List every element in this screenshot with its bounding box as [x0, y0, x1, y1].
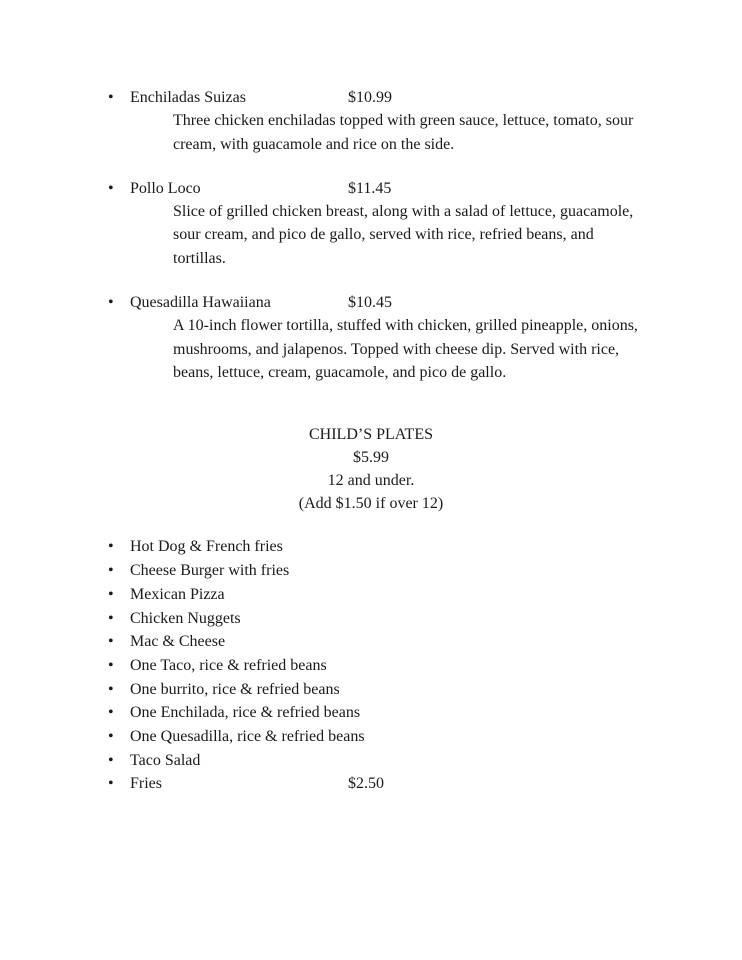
bullet-icon: • — [108, 585, 114, 603]
child-item — [0, 630, 742, 654]
bullet-icon: • — [108, 179, 114, 197]
child-item-name: Fries — [130, 775, 162, 793]
menu-item — [0, 177, 742, 270]
child-item-price: $2.50 — [348, 775, 384, 793]
bullet-icon: • — [108, 633, 114, 651]
section-age-note: 12 and under. — [327, 471, 415, 489]
menu-item-name: Pollo Loco — [130, 179, 201, 197]
child-item — [0, 701, 742, 725]
child-item-name: Taco Salad — [130, 751, 201, 769]
bullet-icon: • — [108, 728, 114, 746]
bullet-icon: • — [108, 704, 114, 722]
bullet-icon: • — [108, 656, 114, 674]
child-item — [0, 559, 742, 583]
childs-plates-header — [0, 424, 742, 515]
section-surcharge-note: (Add $1.50 if over 12) — [298, 494, 444, 512]
menu-item-head — [0, 177, 742, 200]
child-item-name: One Enchilada, rice & refried beans — [130, 704, 361, 722]
entree-list — [0, 86, 742, 384]
child-item — [0, 678, 742, 702]
bullet-icon: • — [108, 89, 114, 106]
childs-plates-list — [0, 535, 742, 796]
child-item-name: Mexican Pizza — [130, 585, 225, 603]
bullet-icon: • — [108, 680, 114, 698]
child-item-name: Hot Dog & French fries — [130, 538, 283, 556]
menu-item-description: A 10-inch flower tortilla, stuffed with chicken, grilled pineapple, onions, mushrooms, and jalapenos. Topped with cheese dip. Served with rice, beans, lettuce, cream, guacamole, and pico de gallo. — [173, 317, 638, 381]
bullet-icon: • — [108, 294, 114, 312]
section-title: CHILD’S PLATES — [308, 426, 433, 444]
child-item — [0, 725, 742, 749]
menu-item-name: Quesadilla Hawaiiana — [130, 294, 271, 312]
menu-item-price: $10.99 — [348, 89, 392, 106]
section-price: $5.99 — [353, 449, 389, 467]
menu-item — [0, 291, 742, 384]
menu-item — [0, 86, 742, 156]
bullet-icon: • — [108, 775, 114, 793]
child-item — [0, 772, 742, 796]
bullet-icon: • — [108, 751, 114, 769]
child-item-name: One Taco, rice & refried beans — [130, 656, 327, 674]
menu-item-head — [0, 86, 742, 109]
child-item-name: Cheese Burger with fries — [130, 562, 290, 580]
child-item-name: One burrito, rice & refried beans — [130, 680, 340, 698]
child-item-name: Chicken Nuggets — [130, 609, 241, 627]
menu-item-head — [0, 291, 742, 314]
child-item — [0, 749, 742, 773]
child-item-name: One Quesadilla, rice & refried beans — [130, 728, 365, 746]
bullet-icon: • — [108, 562, 114, 580]
menu-item-price: $11.45 — [348, 179, 392, 197]
menu-item-description: Three chicken enchiladas topped with green sauce, lettuce, tomato, sour cream, with guacamole and rice on the side. — [173, 112, 634, 153]
child-item — [0, 654, 742, 678]
menu-item-description: Slice of grilled chicken breast, along with a salad of lettuce, guacamole, sour cream, and pico de gallo, served with rice, refried beans, and tortillas. — [173, 203, 634, 267]
child-item — [0, 583, 742, 607]
menu-item-name: Enchiladas Suizas — [130, 89, 246, 106]
bullet-icon: • — [108, 538, 114, 556]
child-item — [0, 535, 742, 559]
child-item — [0, 607, 742, 631]
child-item-name: Mac & Cheese — [130, 633, 226, 651]
bullet-icon: • — [108, 609, 114, 627]
menu-item-price: $10.45 — [348, 294, 392, 312]
